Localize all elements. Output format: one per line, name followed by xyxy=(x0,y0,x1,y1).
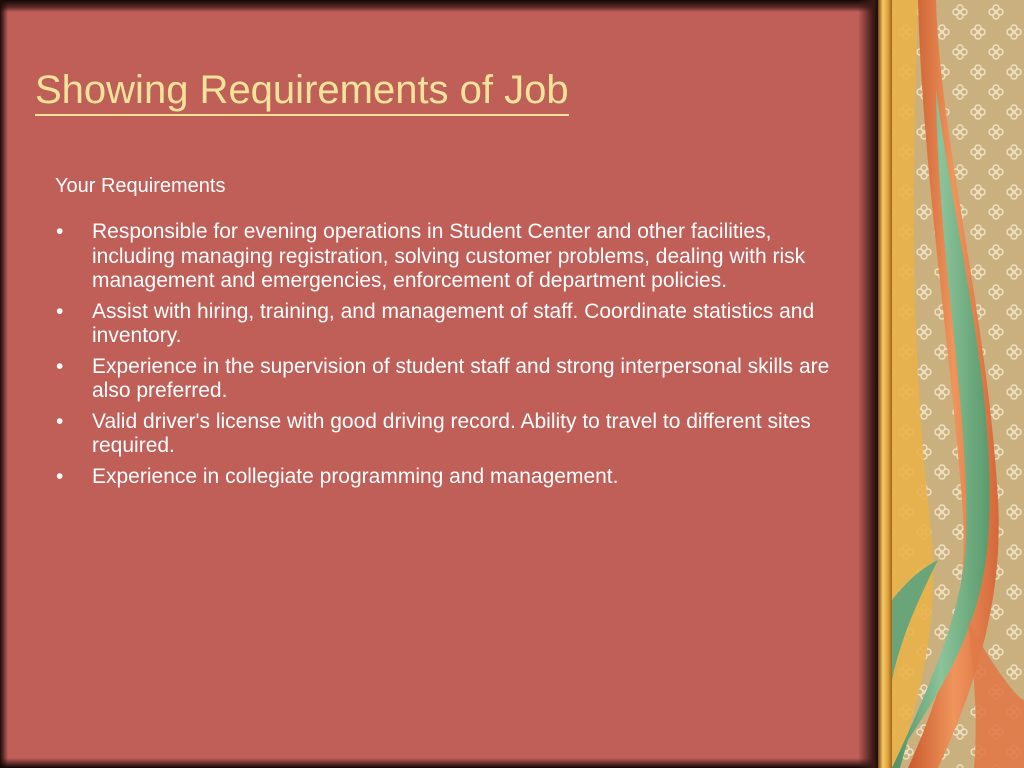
requirements-list xyxy=(55,220,835,489)
list-item xyxy=(55,465,835,490)
frame-shadow-left xyxy=(0,0,8,768)
list-item-text: Valid driver's license with good driving record. Ability to travel to different sites required. xyxy=(92,409,811,457)
bullet-icon: • xyxy=(56,354,64,378)
bullet-icon: • xyxy=(56,220,64,243)
list-item xyxy=(55,355,835,404)
bullet-icon: • xyxy=(56,464,64,488)
list-item xyxy=(55,410,835,459)
list-item xyxy=(55,220,835,294)
frame-shadow-right xyxy=(858,0,880,768)
list-item-text: Experience in the supervision of student staff and strong interpersonal skills are also preferred. xyxy=(92,354,830,402)
slide-title: Showing Requirements of Job xyxy=(35,66,569,116)
slide-body xyxy=(55,174,835,495)
bullet-icon: • xyxy=(56,409,64,433)
subheading: Your Requirements xyxy=(55,175,226,197)
bullet-icon: • xyxy=(56,299,64,323)
frame-shadow-bottom xyxy=(0,758,880,768)
list-item-text: Experience in collegiate programming and management. xyxy=(92,464,619,488)
frame-shadow-top xyxy=(0,0,880,12)
list-item-text: Responsible for evening operations in Student Center and other facilities, including managing registration, solving customer problems, dealing with risk management and emergencies, enforcement of department policies. xyxy=(92,220,806,292)
decorative-ribbon-panel xyxy=(878,0,1024,768)
list-item xyxy=(55,300,835,349)
list-item-text: Assist with hiring, training, and management of staff. Coordinate statistics and inventory. xyxy=(92,299,815,347)
